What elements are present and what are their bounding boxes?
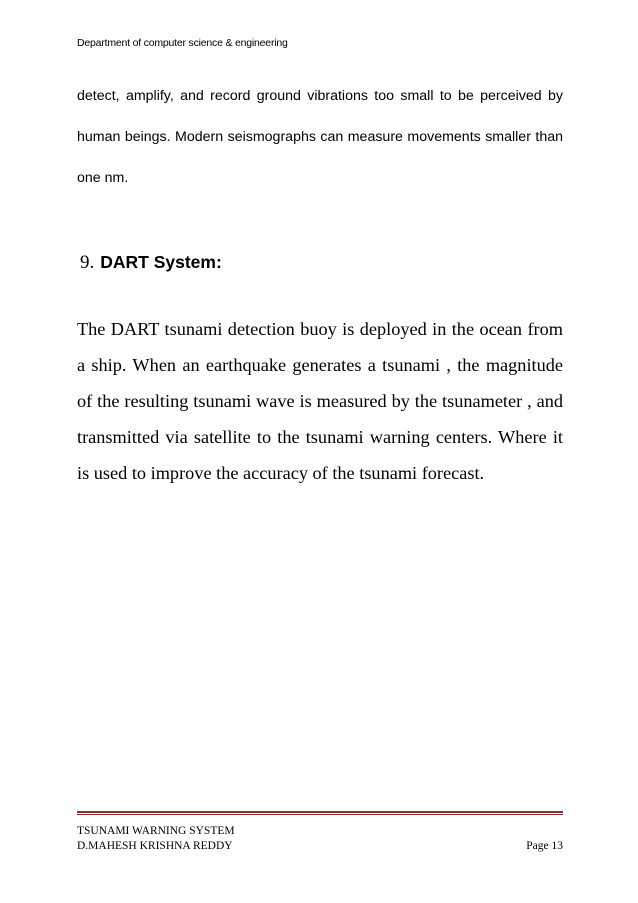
section-title: DART System: [100,252,222,272]
footer-page-number: Page 13 [526,840,563,852]
footer-rule [77,811,563,815]
footer-left [77,824,235,854]
section-number: 9. [80,252,95,273]
footer-rule-thin [77,814,563,815]
page-header: Department of computer science & engineering [77,37,288,49]
footer-author: D.MAHESH KRISHNA REDDY [77,840,233,852]
paragraph-dart: The DART tsunami detection buoy is deployed in the ocean from a ship. When an earthquake generates a tsunami , the magnitude of the resulting tsunami wave is measured by the tsunameter , and transmitted via satellite to the tsunami warning centers. Where it is used to improve the accuracy of the tsunami forecast. [77,319,563,483]
footer-document-title: TSUNAMI WARNING SYSTEM [77,825,235,837]
section-heading [80,252,222,274]
footer-rule-thick [77,811,563,813]
paragraph-continued: detect, amplify, and record ground vibrations too small to be perceived by human beings. Modern seismographs can measure movements smaller than one nm. [77,88,563,186]
